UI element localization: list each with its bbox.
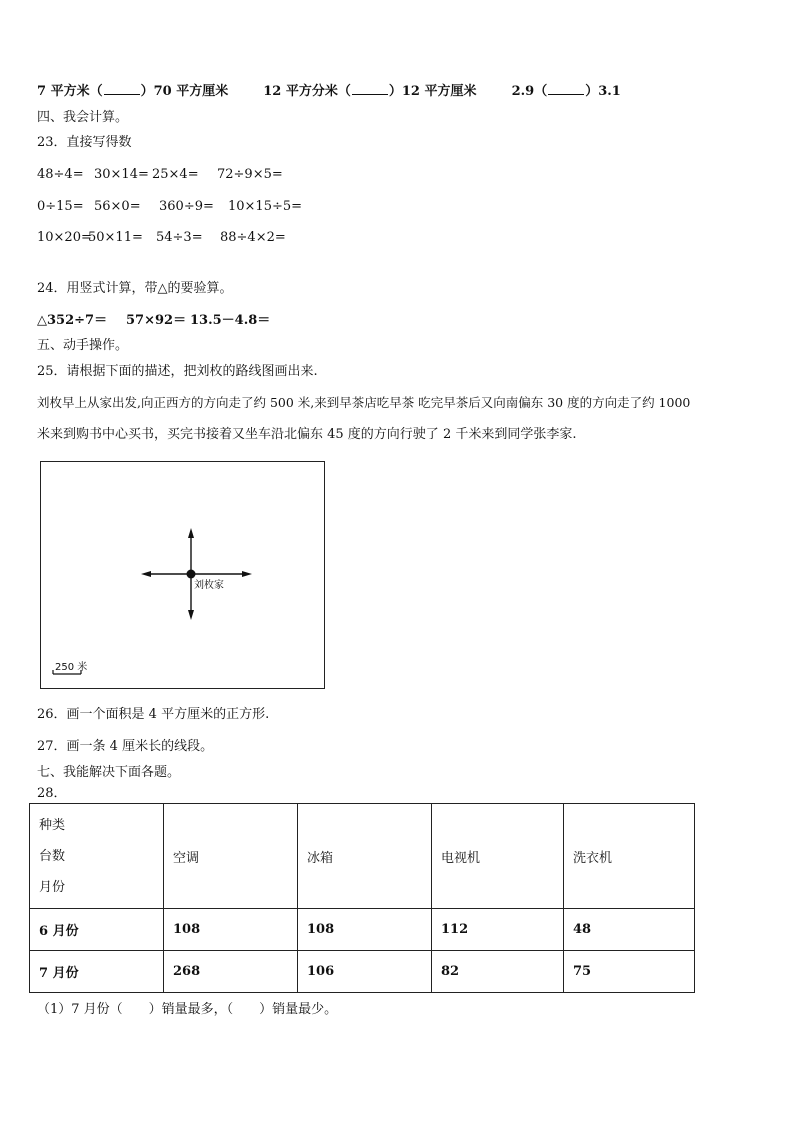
q23-row-1 — [37, 167, 283, 183]
column-header: 空调 — [164, 804, 298, 909]
scale-label: 250 米 — [55, 662, 88, 673]
q23-item: 10×20= — [37, 230, 92, 245]
q23-item: 10×15÷5= — [228, 199, 303, 214]
table-row — [30, 909, 695, 951]
q23-item: 56×0= — [94, 199, 141, 214]
q23-title: 23．直接写得数 — [37, 135, 132, 150]
row-month-cell: 6 月份 — [30, 909, 164, 951]
q25-desc-line-1: 刘枚早上从家出发,向正西方的方向走了约 500 米,来到早茶店吃早茶 吃完早茶后又向南偏东 30 度的方向走了约 1000 — [37, 395, 691, 410]
table-header-row — [30, 804, 695, 909]
row-month-cell: 7 月份 — [30, 951, 164, 993]
table-cell: 112 — [432, 909, 564, 951]
q23-item: 30×14= — [94, 167, 149, 182]
q28-sub1: （1）7 月份（ ）销量最多，（ ）销量最少。 — [37, 1002, 338, 1017]
compare-line — [37, 84, 621, 100]
table-cell: 82 — [432, 951, 564, 993]
column-header: 洗衣机 — [564, 804, 695, 909]
compare-b-right: ）12 平方厘米 — [388, 84, 477, 99]
table-corner-cell — [30, 804, 164, 909]
section-4-title: 四、我会计算。 — [37, 110, 129, 125]
compare-a-blank[interactable] — [104, 84, 140, 95]
table-cell: 48 — [564, 909, 695, 951]
q24-item: △352÷7＝ — [37, 313, 108, 328]
q25-desc-line-2: 米来到购书中心买书，买完书接着又坐车沿北偏东 45 度的方向行驶了 2 千米来到同学张李家. — [37, 427, 577, 442]
q23-item: 360÷9= — [159, 199, 214, 214]
compare-b-left: 12 平方分米（ — [263, 84, 351, 99]
q23-item: 72÷9×5= — [217, 167, 283, 182]
table-cell: 106 — [298, 951, 432, 993]
column-header: 电视机 — [432, 804, 564, 909]
corner-label-count: 台数 — [39, 848, 66, 864]
table-cell: 108 — [164, 909, 298, 951]
q24-title: 24．用竖式计算，带△的要验算。 — [37, 281, 233, 296]
compass-svg — [41, 462, 326, 690]
compare-a-left: 7 平方米（ — [37, 84, 103, 99]
q23-item: 0÷15= — [37, 199, 84, 214]
south-arrow-icon — [188, 610, 194, 620]
q23-row-3 — [37, 230, 286, 246]
q28-title: 28． — [37, 786, 67, 801]
compare-b-blank[interactable] — [352, 84, 388, 95]
table-cell: 268 — [164, 951, 298, 993]
q24-items — [37, 313, 270, 329]
q26-title: 26．画一个面积是 4 平方厘米的正方形. — [37, 707, 270, 722]
west-arrow-icon — [141, 571, 151, 577]
column-header: 冰箱 — [298, 804, 432, 909]
compare-c-blank[interactable] — [548, 84, 584, 95]
north-arrow-icon — [188, 528, 194, 538]
q24-item: 57×92＝ — [126, 313, 187, 328]
route-drawing-area[interactable] — [40, 461, 325, 689]
q24-item: 13.5－4.8＝ — [190, 313, 271, 328]
q27-title: 27．画一条 4 厘米长的线段。 — [37, 739, 214, 754]
q23-item: 48÷4= — [37, 167, 84, 182]
q23-item: 50×11= — [88, 230, 143, 245]
compare-a-right: ）70 平方厘米 — [140, 84, 229, 99]
q25-title: 25．请根据下面的描述，把刘枚的路线图画出来. — [37, 364, 318, 379]
home-label: 刘枚家 — [194, 580, 224, 591]
section-7-title: 七、我能解决下面各题。 — [37, 765, 181, 780]
table-cell: 108 — [298, 909, 432, 951]
sales-table — [29, 803, 695, 993]
section-5-title: 五、动手操作。 — [37, 338, 129, 353]
table-row — [30, 951, 695, 993]
corner-label-month: 月份 — [39, 879, 66, 895]
q23-item: 25×4= — [152, 167, 199, 182]
q23-row-2 — [37, 199, 302, 215]
compare-c-right: ）3.1 — [585, 84, 621, 99]
compare-c-left: 2.9（ — [511, 84, 548, 99]
table-cell: 75 — [564, 951, 695, 993]
q23-item: 54÷3= — [156, 230, 203, 245]
q23-item: 88÷4×2= — [220, 230, 286, 245]
corner-label-kind: 种类 — [39, 817, 66, 833]
east-arrow-icon — [242, 571, 252, 577]
